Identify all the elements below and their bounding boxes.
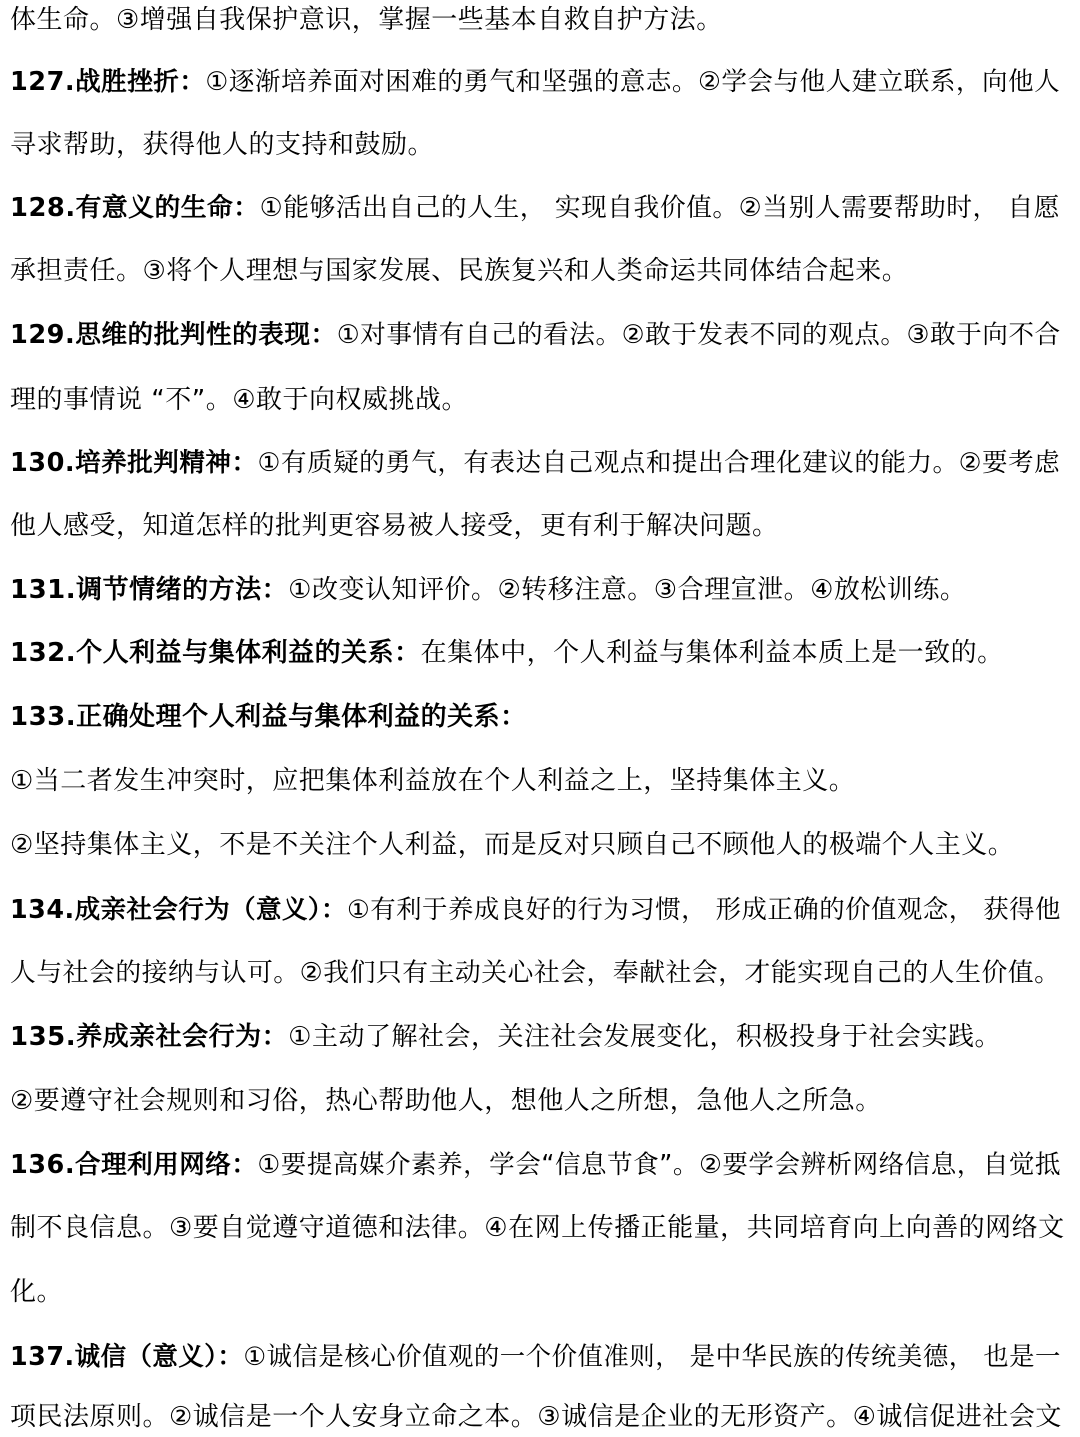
text-line	[10, 633, 1066, 673]
text-line	[10, 506, 1066, 546]
item-heading: 成亲社会行为（意义）：	[74, 894, 347, 924]
item-heading: 思维的批判性的表现：	[75, 320, 337, 350]
item-number: 130.	[10, 448, 76, 478]
item-text: ①要提高媒介素养，学会“信息节食”。②要学会辨析网络信息，自觉抵	[257, 1150, 1061, 1180]
item-text: 他人感受，知道怎样的批判更容易被人接受，更有利于解决问题。	[10, 511, 779, 541]
item-text: ①能够活出自己的人生， 实现自我价值。②当别人需要帮助时， 自愿	[259, 193, 1061, 223]
item-number: 129.	[10, 320, 76, 350]
item-number: 133.	[10, 702, 77, 732]
text-line	[10, 380, 1066, 420]
item-text: ①主动了解社会，关注社会发展变化，积极投身于社会实践。	[288, 1022, 1001, 1052]
text-line	[10, 570, 1066, 610]
text-line	[10, 0, 1066, 40]
item-heading: 养成亲社会行为：	[76, 1022, 289, 1052]
item-number: 132.	[10, 638, 77, 668]
item-heading: 培养批判精神：	[75, 448, 258, 478]
item-text: 理的事情说 “不”。④敢于向权威挑战。	[10, 385, 469, 415]
item-text: 项民法原则。②诚信是一个人安身立命之本。③诚信是企业的无形资产。④诚信促进社会文	[10, 1402, 1062, 1432]
text-line	[10, 1145, 1066, 1185]
text-line	[10, 761, 1066, 801]
text-line	[10, 1017, 1066, 1057]
text-line	[10, 62, 1066, 102]
item-number: 135.	[10, 1022, 77, 1052]
item-heading: 有意义的生命：	[75, 193, 260, 223]
item-text: ①改变认知评价。②转移注意。③合理宣泄。④放松训练。	[288, 575, 967, 605]
item-number: 127.	[10, 67, 76, 97]
text-line	[10, 1208, 1066, 1248]
item-text: ②要遵守社会规则和习俗，热心帮助他人，想他人之所想，急他人之所急。	[10, 1086, 882, 1116]
text-line	[10, 953, 1066, 993]
item-text: 人与社会的接纳与认可。②我们只有主动关心社会，奉献社会，才能实现自己的人生价值。	[10, 958, 1061, 988]
item-heading: 调节情绪的方法：	[76, 575, 289, 605]
text-line	[10, 825, 1066, 865]
item-text: ②坚持集体主义，不是不关注个人利益，而是反对只顾自己不顾他人的极端个人主义。	[10, 830, 1015, 860]
text-line	[10, 697, 1066, 737]
item-text: 寻求帮助，获得他人的支持和鼓励。	[10, 130, 435, 160]
text-line	[10, 315, 1066, 355]
item-number: 131.	[10, 575, 77, 605]
item-heading: 正确处理个人利益与集体利益的关系：	[76, 702, 527, 732]
item-heading: 战胜挫折：	[75, 67, 206, 97]
text-line	[10, 1336, 1066, 1376]
item-number: 128.	[10, 193, 76, 223]
text-line	[10, 889, 1066, 929]
item-text: ①有利于养成良好的行为习惯， 形成正确的价值观念， 获得他	[346, 894, 1061, 924]
item-heading: 个人利益与集体利益的关系：	[76, 638, 421, 668]
item-text: 承担责任。③将个人理想与国家发展、民族复兴和人类命运共同体结合起来。	[10, 256, 909, 286]
item-text: ①有质疑的勇气，有表达自己观点和提出合理化建议的能力。②要考虑	[257, 448, 1061, 478]
item-text: ①当二者发生冲突时，应把集体利益放在个人利益之上，坚持集体主义。	[10, 766, 856, 796]
item-heading: 诚信（意义）：	[74, 1341, 244, 1371]
item-number: 137.	[10, 1341, 75, 1371]
item-number: 134.	[10, 894, 75, 924]
text-line	[10, 1397, 1066, 1437]
item-text: 在集体中，个人利益与集体利益本质上是一致的。	[420, 638, 1004, 668]
item-number: 136.	[10, 1150, 76, 1180]
item-text: ①逐渐培养面对困难的勇气和坚强的意志。②学会与他人建立联系，向他人	[205, 67, 1061, 97]
text-line	[10, 443, 1066, 483]
item-text: ①对事情有自己的看法。②敢于发表不同的观点。③敢于向不合	[336, 320, 1061, 350]
item-text: 制不良信息。③要自觉遵守道德和法律。④在网上传播正能量，共同培育向上向善的网络文	[10, 1213, 1065, 1243]
text-line	[10, 1272, 1066, 1312]
text-line	[10, 251, 1066, 291]
item-text: 化。	[10, 1277, 64, 1307]
text-line	[10, 125, 1066, 165]
item-heading: 合理利用网络：	[75, 1150, 258, 1180]
item-text: 体生命。③增强自我保护意识，掌握一些基本自救自护方法。	[10, 5, 723, 35]
item-text: ①诚信是核心价值观的一个价值准则， 是中华民族的传统美德， 也是一	[243, 1341, 1061, 1371]
text-line	[10, 188, 1066, 228]
text-line	[10, 1081, 1066, 1121]
